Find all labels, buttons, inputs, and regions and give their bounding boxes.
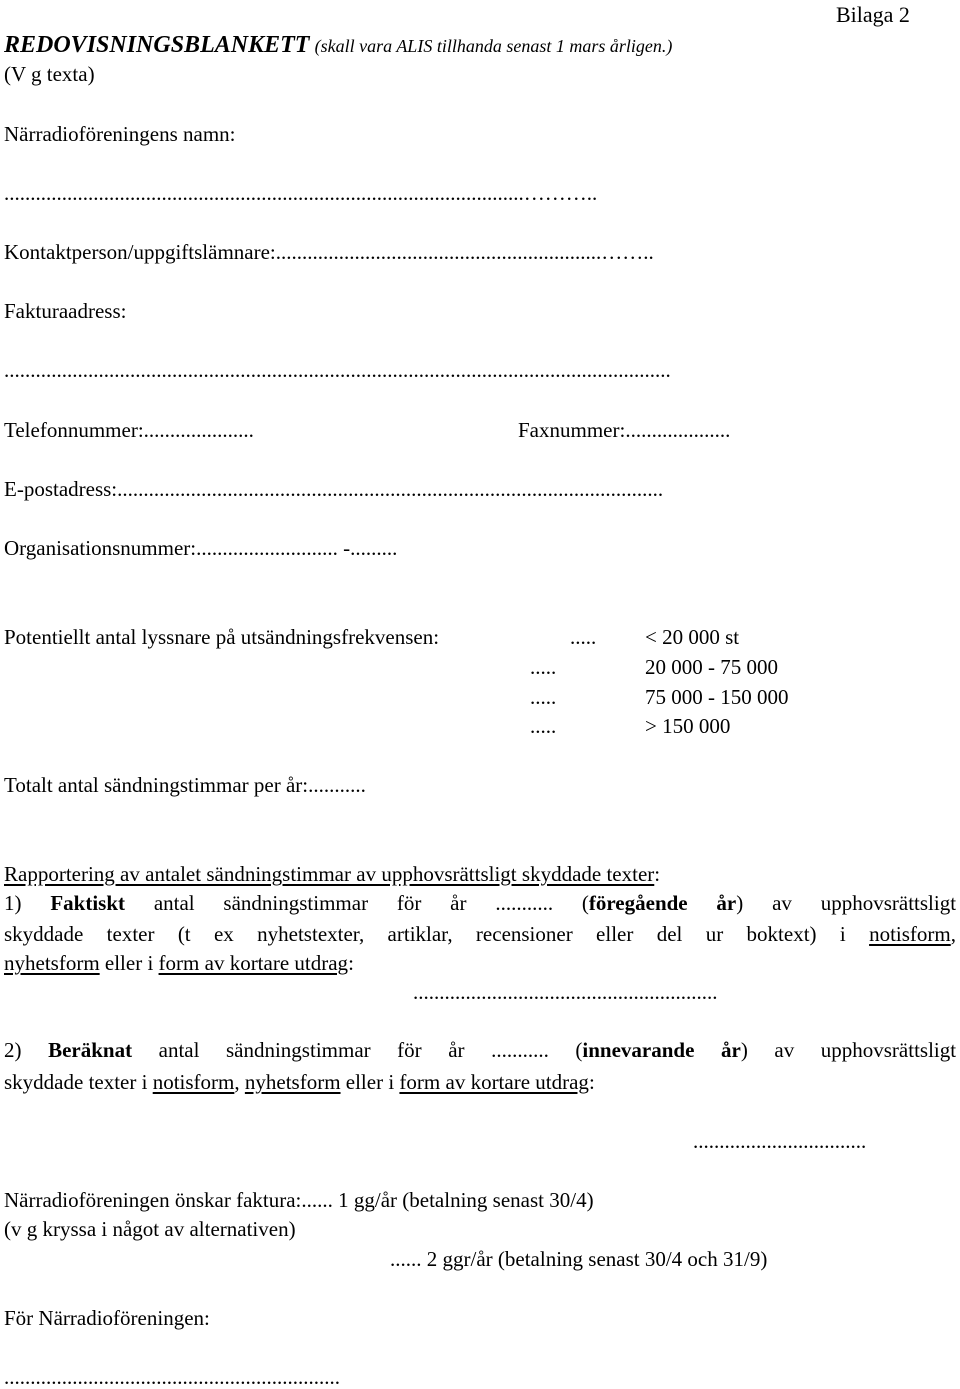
reporting-heading-colon: : <box>654 862 661 886</box>
item1-line3-underlined-1: nyhetsform <box>4 951 100 975</box>
listeners-label: Potentiellt antal lyssnare på utsändningsfrekvensen: <box>4 625 440 649</box>
listeners-option-label: > 150 000 <box>645 714 731 738</box>
item1-line2-comma: , <box>950 922 956 946</box>
org-number-separator: - <box>343 536 351 560</box>
fax-label: Faxnummer: <box>518 418 626 442</box>
item2-line2-underlined-2: nyhetsform <box>244 1070 341 1094</box>
item1-line3 <box>4 953 354 974</box>
form-title-text: REDOVISNINGSBLANKETT <box>4 32 310 58</box>
org-number-field[interactable]: ........................... <box>196 536 338 560</box>
item2-line2-comma: , <box>234 1070 240 1094</box>
attachment-label: Bilaga 2 <box>836 2 910 27</box>
item2-text: antal sändningstimmar för år <box>158 1038 465 1062</box>
item2-paren-open: ( <box>575 1038 583 1062</box>
item1-number: 1) <box>4 891 22 915</box>
reporting-heading <box>4 864 660 885</box>
email-row <box>4 479 663 500</box>
org-number-field-2[interactable]: ......... <box>350 536 398 560</box>
item1-answer-field[interactable]: .......................................................... <box>413 980 718 1004</box>
item2-year-field[interactable]: ........... <box>491 1038 549 1062</box>
item1-year-label: föregående år <box>588 891 737 915</box>
invoice-option-label: 1 gg/år (betalning senast 30/4) <box>338 1188 594 1212</box>
org-number-label: Organisationsnummer: <box>4 536 197 560</box>
contact-person-row <box>4 242 654 263</box>
item2-line2-underlined-3: form av kortare utdrag <box>399 1070 589 1094</box>
item2-bold-term: Beräknat <box>48 1038 133 1062</box>
item1-year-field[interactable]: ........... <box>495 891 554 915</box>
listeners-option-marker[interactable]: ..... <box>530 714 557 738</box>
email-label: E-postadress: <box>4 477 118 501</box>
listeners-option-label: 75 000 - 150 000 <box>645 685 789 709</box>
item1-bold-term: Faktiskt <box>50 891 125 915</box>
org-number-row <box>4 538 397 559</box>
form-title <box>4 33 672 57</box>
listeners-option-marker[interactable]: ..... <box>570 625 597 649</box>
listeners-option-label: 20 000 - 75 000 <box>645 655 778 679</box>
total-hours-row <box>4 775 366 796</box>
item1-line3-text: eller i <box>104 951 154 975</box>
item1-text: antal sändningstimmar för år <box>153 891 467 915</box>
fax-row <box>518 420 730 441</box>
item2-line2-underlined-1: notisform <box>152 1070 235 1094</box>
invoice-option-label: 2 ggr/år (betalning senast 30/4 och 31/9) <box>426 1247 768 1271</box>
listeners-option-label: < 20 000 st <box>645 625 740 649</box>
listeners-option-marker[interactable]: ..... <box>530 685 557 709</box>
item1-line3-underlined-2: form av kortare utdrag <box>158 951 349 975</box>
invoice-row-1 <box>4 1190 594 1211</box>
invoice-option-marker[interactable]: ...... <box>390 1247 422 1271</box>
invoice-option-marker[interactable]: ...... <box>301 1188 333 1212</box>
invoice-label: Närradioföreningen önskar faktura: <box>4 1188 302 1212</box>
deadline-note: (skall vara ALIS tillhanda senast 1 mars årligen.) <box>314 36 673 56</box>
item1-line2 <box>4 924 956 945</box>
total-hours-field[interactable]: ........... <box>308 773 366 797</box>
item2-number: 2) <box>4 1038 22 1062</box>
print-instruction: (V g texta) <box>4 62 95 86</box>
item1-paren-open: ( <box>581 891 589 915</box>
phone-label: Telefonnummer: <box>4 418 144 442</box>
listeners-option-marker[interactable]: ..... <box>530 655 557 679</box>
signature-field[interactable]: ................................................................ <box>4 1365 340 1389</box>
item2-paren-close: ) <box>740 1038 748 1062</box>
email-field[interactable]: ........................................................................................................ <box>117 477 664 501</box>
item2-line1 <box>4 1040 956 1061</box>
item1-line2-text: skyddade texter (t ex nyhetstexter, artiklar, recensioner eller del ur boktext) i <box>4 922 846 946</box>
contact-person-field[interactable]: ..............................................................…….. <box>275 240 654 264</box>
invoice-row-2 <box>390 1249 767 1270</box>
item1-line3-colon: : <box>348 951 354 975</box>
fax-field[interactable]: .................... <box>625 418 731 442</box>
item1-text-2: av upphovsrättsligt <box>772 891 957 915</box>
item1-line1 <box>4 893 956 914</box>
signature-label: För Närradioföreningen: <box>4 1306 210 1330</box>
billing-address-field[interactable]: ............................................................................................................................... <box>4 358 671 382</box>
item2-line2-text-2: eller i <box>345 1070 395 1094</box>
item1-paren-close: ) <box>736 891 744 915</box>
association-name-field[interactable]: ...................................................................................................……….. <box>4 181 598 205</box>
item2-year-label: innevarande år <box>582 1038 741 1062</box>
phone-row <box>4 420 254 441</box>
billing-address-label: Fakturaadress: <box>4 299 127 323</box>
contact-person-label: Kontaktperson/uppgiftslämnare: <box>4 240 276 264</box>
item2-text-2: av upphovsrättsligt <box>774 1038 957 1062</box>
total-hours-label: Totalt antal sändningstimmar per år: <box>4 773 309 797</box>
phone-field[interactable]: ..................... <box>143 418 254 442</box>
invoice-instruction: (v g kryssa i något av alternativen) <box>4 1217 296 1241</box>
reporting-heading-text: Rapportering av antalet sändningstimmar av upphovsrättsligt skyddade texter <box>4 862 655 886</box>
item1-line2-underlined: notisform <box>869 922 951 946</box>
item2-line2 <box>4 1072 595 1093</box>
item2-line2-colon: : <box>588 1070 595 1094</box>
association-name-label: Närradioföreningens namn: <box>4 122 236 146</box>
item2-line2-text: skyddade texter i <box>4 1070 148 1094</box>
item2-answer-field[interactable]: ................................. <box>693 1129 867 1153</box>
